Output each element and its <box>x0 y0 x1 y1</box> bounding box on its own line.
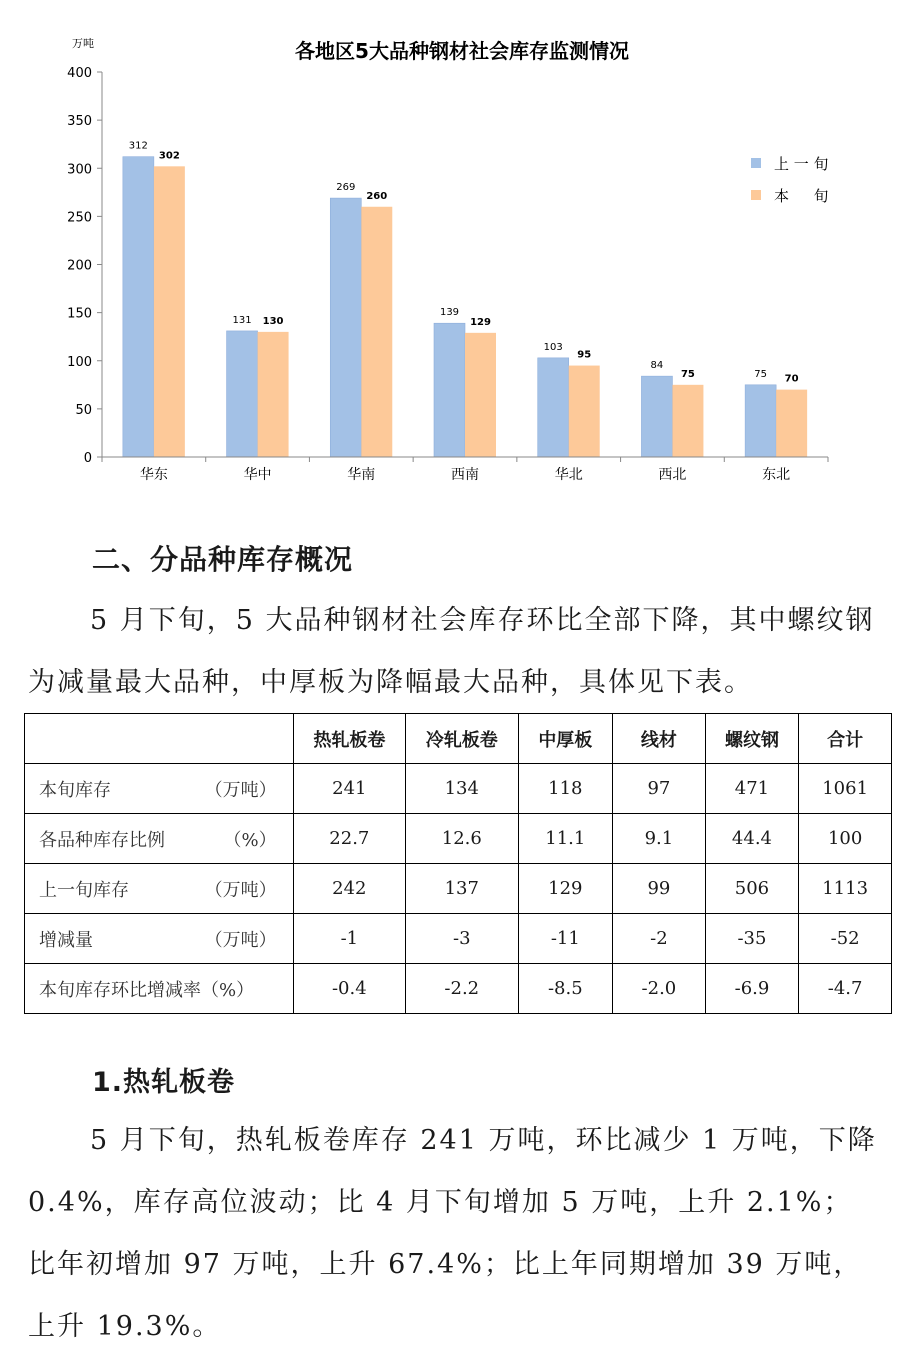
bar-value-label: 130 <box>262 315 284 327</box>
bar-value-label: 269 <box>336 182 356 194</box>
table-header-row <box>25 714 892 764</box>
bar-series <box>123 157 807 457</box>
legend-label: 本 旬 <box>774 187 829 205</box>
table-row <box>25 764 892 814</box>
table-cell: 11.1 <box>518 814 613 864</box>
table-cell: -2 <box>613 914 706 964</box>
bar-value-label: 302 <box>158 150 180 162</box>
table-cell: 242 <box>293 864 405 914</box>
y-tick-label: 350 <box>67 114 92 130</box>
table-cell: 99 <box>613 864 706 914</box>
bar-value-label: 129 <box>470 316 491 328</box>
bar-value-label: 84 <box>650 360 664 372</box>
bar-value-label: 75 <box>680 368 695 380</box>
row-label-cell <box>25 764 294 814</box>
table-cell: 1113 <box>799 864 892 914</box>
column-header: 线材 <box>613 714 706 764</box>
table-cell: -3 <box>406 914 518 964</box>
row-label: 本旬库存 <box>39 779 111 801</box>
bar-value-label: 95 <box>577 349 592 361</box>
row-label: 各品种库存比例 <box>39 829 165 851</box>
bar-value-label: 312 <box>128 140 148 152</box>
table-cell: 241 <box>293 764 405 814</box>
chart-legend <box>751 155 829 205</box>
bar-value-label: 260 <box>366 190 388 202</box>
table-cell: -1 <box>293 914 405 964</box>
table-cell: -8.5 <box>518 964 613 1014</box>
table-cell: 471 <box>705 764 799 814</box>
bar-current <box>672 385 703 457</box>
bar-value-label: 70 <box>784 373 799 385</box>
table-cell: 1061 <box>799 764 892 814</box>
table-cell: 12.6 <box>406 814 518 864</box>
section-heading-variety-overview: 二、分品种库存概况 <box>92 543 354 576</box>
y-tick-label: 300 <box>67 162 92 178</box>
table-cell: 97 <box>613 764 706 814</box>
y-tick-label: 250 <box>67 210 92 226</box>
variety-stock-table <box>24 713 892 1014</box>
bar-current <box>154 166 185 457</box>
table-cell: 9.1 <box>613 814 706 864</box>
y-tick-label: 100 <box>67 354 92 370</box>
row-label-cell <box>25 914 294 964</box>
bar-value-label: 75 <box>754 368 768 380</box>
legend-swatch <box>751 158 761 168</box>
y-tick-label: 150 <box>67 306 92 322</box>
row-label-cell <box>25 964 294 1014</box>
y-tick-label: 0 <box>83 451 92 466</box>
legend-label: 上 一 旬 <box>774 155 829 173</box>
table-cell: -6.9 <box>705 964 799 1014</box>
legend-swatch <box>751 190 761 200</box>
x-tick-label: 东北 <box>762 467 791 483</box>
variety-overview-paragraph: 5 月下旬，5 大品种钢材社会库存环比全部下降，其中螺纹钢为减量最大品种，中厚板为降幅最大品种，具体见下表。 <box>28 605 875 698</box>
bar-current <box>465 333 496 457</box>
row-unit: （万吨） <box>204 929 277 951</box>
y-tick-label: 400 <box>67 66 92 81</box>
table-cell: -0.4 <box>293 964 405 1014</box>
column-header: 螺纹钢 <box>705 714 799 764</box>
section-heading-hot-rolled: 1.热轧板卷 <box>92 1067 236 1098</box>
row-unit: （万吨） <box>204 779 277 801</box>
table-row <box>25 864 892 914</box>
bar-previous <box>123 157 154 457</box>
x-tick-label: 西南 <box>451 467 479 483</box>
row-label: 上一旬库存 <box>39 879 129 901</box>
column-header: 冷轧板卷 <box>406 714 518 764</box>
bar-value-label: 139 <box>439 307 460 319</box>
x-tick-label: 西北 <box>658 467 687 483</box>
bar-value-label: 103 <box>543 341 563 353</box>
bar-current <box>258 332 289 457</box>
bar-current <box>569 366 600 457</box>
bar-previous <box>538 358 569 457</box>
bar-current <box>361 207 392 457</box>
table-cell: 129 <box>518 864 613 914</box>
y-tick-label: 50 <box>75 402 92 418</box>
y-axis-unit-label: 万吨 <box>72 37 94 50</box>
y-tick-label: 200 <box>67 258 92 274</box>
column-header: 合计 <box>799 714 892 764</box>
table-cell: -2.0 <box>613 964 706 1014</box>
table-cell: -2.2 <box>406 964 518 1014</box>
table-row <box>25 914 892 964</box>
table-cell: -11 <box>518 914 613 964</box>
x-tick-label: 华北 <box>554 467 583 483</box>
bar-previous <box>434 323 465 457</box>
table-row <box>25 964 892 1014</box>
regional-stock-chart <box>0 0 900 500</box>
x-tick-label: 华中 <box>243 467 272 483</box>
bar-previous <box>641 376 672 457</box>
row-label-cell <box>25 814 294 864</box>
table-cell: 134 <box>406 764 518 814</box>
table-cell: 118 <box>518 764 613 814</box>
bar-previous <box>227 331 258 457</box>
table-cell: -35 <box>705 914 799 964</box>
table-cell: 137 <box>406 864 518 914</box>
chart-title: 各地区5大品种钢材社会库存监测情况 <box>295 39 629 63</box>
x-tick-label: 华东 <box>139 467 168 483</box>
column-header: 中厚板 <box>518 714 613 764</box>
x-axis-ticks <box>102 457 828 483</box>
table-cell: -4.7 <box>799 964 892 1014</box>
table-row <box>25 814 892 864</box>
row-unit: （万吨） <box>204 879 277 901</box>
row-label: 增减量 <box>39 929 93 951</box>
table-cell: 22.7 <box>293 814 405 864</box>
bar-value-label: 131 <box>232 314 252 326</box>
table-cell: 100 <box>799 814 892 864</box>
hot-rolled-paragraph: 5 月下旬，热轧板卷库存 241 万吨，环比减少 1 万吨，下降 0.4%，库存高位波动；比 4 月下旬增加 5 万吨，上升 2.1%；比年初增加 97 万吨，上升 67.4%；比上年同期增加 39 万吨，上升 19.3%。 <box>28 1125 877 1342</box>
y-axis-ticks <box>67 66 102 466</box>
bar-previous <box>745 385 776 457</box>
table-corner-cell <box>25 714 294 764</box>
table-cell: -52 <box>799 914 892 964</box>
row-label: 本旬库存环比增减率（%） <box>39 979 255 1001</box>
row-label-cell <box>25 864 294 914</box>
column-header: 热轧板卷 <box>293 714 405 764</box>
bar-previous <box>330 198 361 457</box>
table-cell: 506 <box>705 864 799 914</box>
x-tick-label: 华南 <box>347 467 376 483</box>
table-cell: 44.4 <box>705 814 799 864</box>
bar-current <box>776 390 807 457</box>
row-unit: （%） <box>223 829 277 851</box>
